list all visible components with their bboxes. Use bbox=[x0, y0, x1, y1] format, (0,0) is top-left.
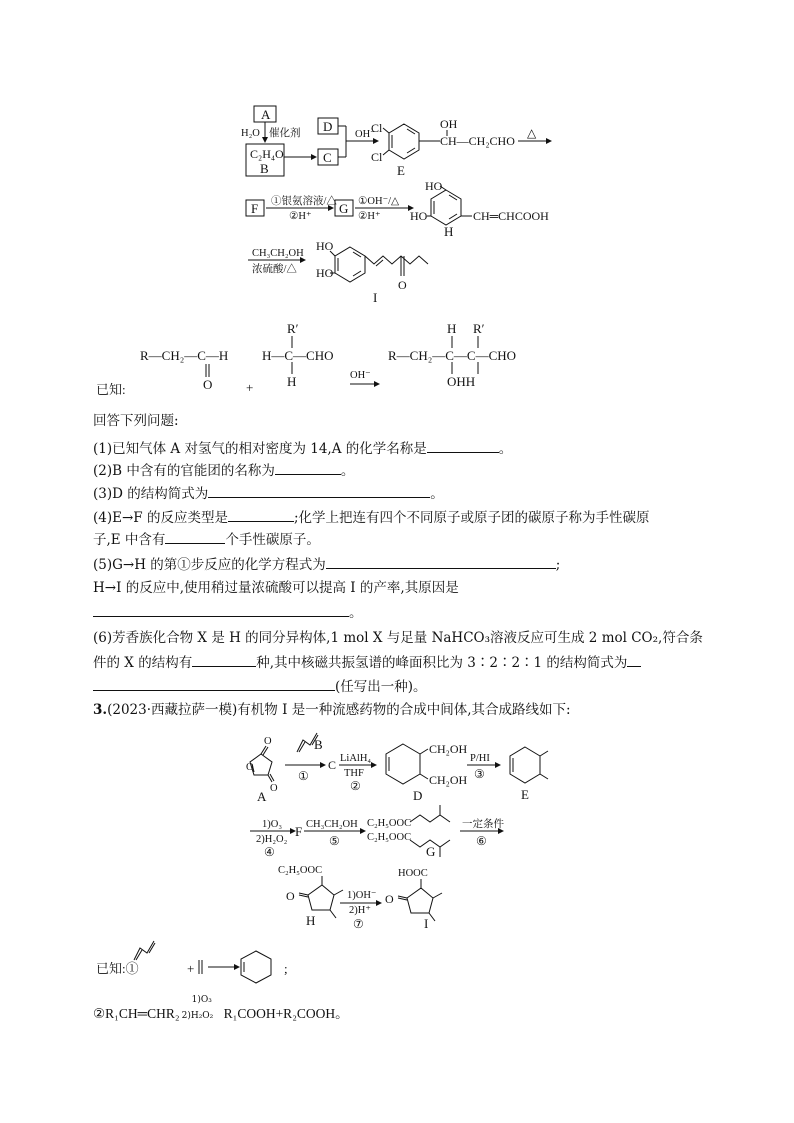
f-to-g-bottom: ②H⁺ bbox=[289, 211, 312, 222]
h-ho-top: HO bbox=[425, 179, 443, 193]
e-chain: CH—CH₂CHO bbox=[440, 134, 515, 148]
known2-label: 已知:① bbox=[96, 961, 139, 976]
q6-text-c: 种,其中核磁共振氢谱的峰面积比为 3∶2∶2∶1 的结构简式为 bbox=[256, 655, 628, 671]
a-o-ring: O bbox=[246, 762, 254, 773]
g-to-h-top: ①OH⁻/△ bbox=[358, 196, 400, 207]
step-6: ⑥ bbox=[476, 834, 487, 848]
h-ester: C₂H₅OOC bbox=[278, 865, 323, 876]
h-to-i-bottom: 浓硫酸/△ bbox=[252, 264, 297, 275]
q4-text-d: 个手性碳原子。 bbox=[225, 532, 320, 548]
a-o-bottom: O bbox=[270, 783, 278, 794]
step-1: ① bbox=[298, 769, 309, 783]
i-ho-top: HO bbox=[316, 239, 334, 253]
questions-intro: 回答下列问题: bbox=[93, 413, 179, 429]
reagent-thf: THF bbox=[344, 768, 364, 779]
reagent-h2o: H₂O bbox=[241, 128, 260, 139]
synthesis-scheme-1 bbox=[0, 95, 794, 305]
q4-chiral-count-blank[interactable] bbox=[165, 531, 225, 544]
q4-reaction-type-blank[interactable] bbox=[228, 509, 294, 522]
known1-product-h: H bbox=[447, 321, 457, 336]
synthesis-scheme-2 bbox=[0, 720, 794, 940]
e-oh: OH bbox=[440, 117, 458, 131]
reagent-h-step: 2)H⁺ bbox=[349, 905, 371, 916]
e-cl-bottom: Cl bbox=[371, 150, 383, 164]
g-ester-top: C₂H₅OOC bbox=[367, 818, 412, 829]
label-f2: F bbox=[295, 824, 303, 839]
h-ho-bottom: HO bbox=[410, 209, 428, 223]
q2-end: 。 bbox=[340, 463, 355, 479]
q1-text: (1)已知气体 A 对氢气的相对密度为 14,A 的化学名称是 bbox=[93, 441, 427, 457]
label-g: G bbox=[339, 201, 349, 216]
step-4: ④ bbox=[264, 845, 275, 859]
question-4-line2 bbox=[93, 531, 320, 548]
e-cl-top: Cl bbox=[371, 121, 383, 135]
question-5-line1 bbox=[93, 556, 560, 573]
q5-end: 。 bbox=[349, 605, 363, 621]
q5-reason-blank[interactable] bbox=[93, 604, 349, 617]
known-ozonolysis bbox=[93, 995, 349, 1022]
known1-rprime: R′ bbox=[287, 321, 299, 336]
known2-semicolon: ; bbox=[284, 961, 288, 976]
i-carbonyl-o: O bbox=[398, 278, 407, 292]
step-5: ⑤ bbox=[329, 834, 340, 848]
reagent-etoh: CH₃CH₂OH bbox=[306, 819, 358, 830]
question-3 bbox=[93, 485, 444, 502]
known2-plus: + bbox=[187, 961, 195, 976]
reagent-lialh4: LiAlH₄ bbox=[340, 753, 372, 764]
question-5-line3 bbox=[93, 604, 363, 621]
label-f: F bbox=[251, 201, 259, 216]
q1-end: 。 bbox=[498, 441, 513, 457]
reagent-oh-minus: OH⁻ bbox=[355, 129, 376, 140]
question-1 bbox=[93, 440, 512, 457]
q4-text-a: (4)E→F 的反应类型是 bbox=[93, 510, 228, 526]
g-to-h-bottom: ②H⁺ bbox=[358, 211, 381, 222]
question-5-line2: H→I 的反应中,使用稍过量浓硫酸可以提高 I 的产率,其原因是 bbox=[93, 580, 459, 596]
known1-mid: H—C—CHO bbox=[262, 348, 334, 363]
label-a2: A bbox=[257, 789, 267, 804]
ozonolysis-arrow bbox=[180, 995, 224, 1021]
reagent-p-hi: P/HI bbox=[470, 753, 490, 764]
q3-text: (3)D 的结构简式为 bbox=[93, 486, 209, 502]
d-ch2oh-top: CH₂OH bbox=[429, 742, 468, 756]
label-d: D bbox=[323, 119, 333, 134]
q6-text-d: (任写出一种)。 bbox=[335, 679, 427, 695]
known1-product: R—CH₂—C—C—CHO bbox=[388, 348, 517, 363]
step-7: ⑦ bbox=[353, 917, 364, 931]
ozonolysis-reactant: ②R₁CH═CHR₂ bbox=[93, 1006, 180, 1021]
f-to-g-top: ①银氨溶液/△ bbox=[271, 196, 337, 207]
reagent-o3: 1)O₃ bbox=[262, 819, 282, 830]
known-diels-alder bbox=[0, 938, 794, 988]
question-6-line1: (6)芳香族化合物 X 是 H 的同分异构体,1 mol X 与足量 NaHCO₃溶液反应可生成 2 mol CO₂,符合条 bbox=[93, 630, 703, 646]
problem-3-number: 3. bbox=[93, 702, 108, 718]
label-b2: B bbox=[314, 737, 323, 752]
step-3: ③ bbox=[474, 767, 485, 781]
known1-aldehyde: R—CH₂—C—H bbox=[140, 348, 229, 363]
q2-answer-blank[interactable] bbox=[275, 462, 341, 475]
label-g2: G bbox=[426, 844, 436, 859]
known1-product-rprime: R′ bbox=[473, 321, 485, 336]
question-6-line2 bbox=[93, 654, 641, 671]
label-i2: I bbox=[424, 916, 429, 931]
label-a: A bbox=[261, 107, 271, 122]
label-c2: C bbox=[328, 758, 337, 772]
question-6-line3 bbox=[93, 678, 427, 695]
q4-text-b: ;化学上把连有四个不同原子或原子团的碳原子称为手性碳原 bbox=[293, 510, 650, 526]
ozonolysis-products: R₁COOH+R₂COOH。 bbox=[223, 1006, 349, 1021]
q3-answer-blank[interactable] bbox=[208, 485, 430, 498]
label-h: H bbox=[444, 224, 454, 239]
q6-count-blank[interactable] bbox=[192, 654, 256, 667]
label-h2: H bbox=[306, 913, 316, 928]
known1-oh-minus: OH⁻ bbox=[350, 370, 371, 381]
q6-structure-blank-a[interactable] bbox=[627, 654, 641, 667]
label-b: B bbox=[260, 161, 269, 176]
question-2 bbox=[93, 462, 354, 479]
q6-structure-blank-b[interactable] bbox=[93, 678, 335, 691]
known-reaction-1 bbox=[0, 318, 794, 398]
q4-text-c: 子,E 中含有 bbox=[93, 532, 166, 548]
reagent-catalyst: 催化剂 bbox=[269, 128, 301, 139]
g-ester-bottom: C₂H₅OOC bbox=[367, 832, 412, 843]
q5-text-a-end: ; bbox=[555, 557, 561, 573]
label-c: C bbox=[323, 150, 332, 165]
i-hooc: HOOC bbox=[398, 868, 428, 879]
label-e: E bbox=[397, 163, 405, 178]
label-e2: E bbox=[521, 787, 529, 802]
q1-answer-blank[interactable] bbox=[427, 440, 499, 453]
h-o: O bbox=[286, 889, 295, 903]
ozonolysis-reagent-bottom: 2)H₂O₂ bbox=[181, 1011, 214, 1021]
delta-sign: △ bbox=[527, 126, 537, 140]
label-d2: D bbox=[413, 788, 423, 803]
q6-text-b: 件的 X 的结构有 bbox=[93, 655, 193, 671]
known1-plus: + bbox=[246, 380, 254, 395]
known1-h: H bbox=[287, 374, 297, 389]
a-o-top: O bbox=[264, 736, 272, 747]
formula-b: C₂H₄O bbox=[250, 147, 284, 161]
known1-product-bottom: OHH bbox=[447, 374, 476, 389]
reagent-condition: 一定条件 bbox=[462, 819, 504, 830]
step-2: ② bbox=[350, 779, 361, 793]
reagent-h2o2: 2)H₂O₂ bbox=[256, 834, 288, 845]
problem-3-source: (2023·西藏拉萨一模) bbox=[107, 702, 238, 718]
q5-equation-blank[interactable] bbox=[326, 556, 556, 569]
h-chain: CH═CHCOOH bbox=[473, 209, 549, 223]
i-ho-bottom: HO bbox=[316, 266, 334, 280]
label-i: I bbox=[373, 290, 378, 305]
reagent-oh-step: 1)OH⁻ bbox=[347, 890, 377, 901]
i-o: O bbox=[385, 892, 394, 906]
known1-o: O bbox=[203, 377, 213, 392]
question-4-line1 bbox=[93, 509, 650, 526]
d-ch2oh-bottom: CH₂OH bbox=[429, 773, 468, 787]
ozonolysis-reagent-top: 1)O₃ bbox=[191, 995, 212, 1005]
q5-text-a: (5)G→H 的第①步反应的化学方程式为 bbox=[93, 557, 326, 573]
q3-end: 。 bbox=[430, 486, 444, 502]
problem-3-heading bbox=[93, 702, 571, 718]
h-to-i-top: CH₃CH₂OH bbox=[252, 248, 304, 259]
known1-label: 已知: bbox=[96, 382, 126, 397]
q2-text: (2)B 中含有的官能团的名称为 bbox=[93, 463, 275, 479]
problem-3-text: 有机物 I 是一种流感药物的合成中间体,其合成路线如下: bbox=[237, 702, 571, 718]
